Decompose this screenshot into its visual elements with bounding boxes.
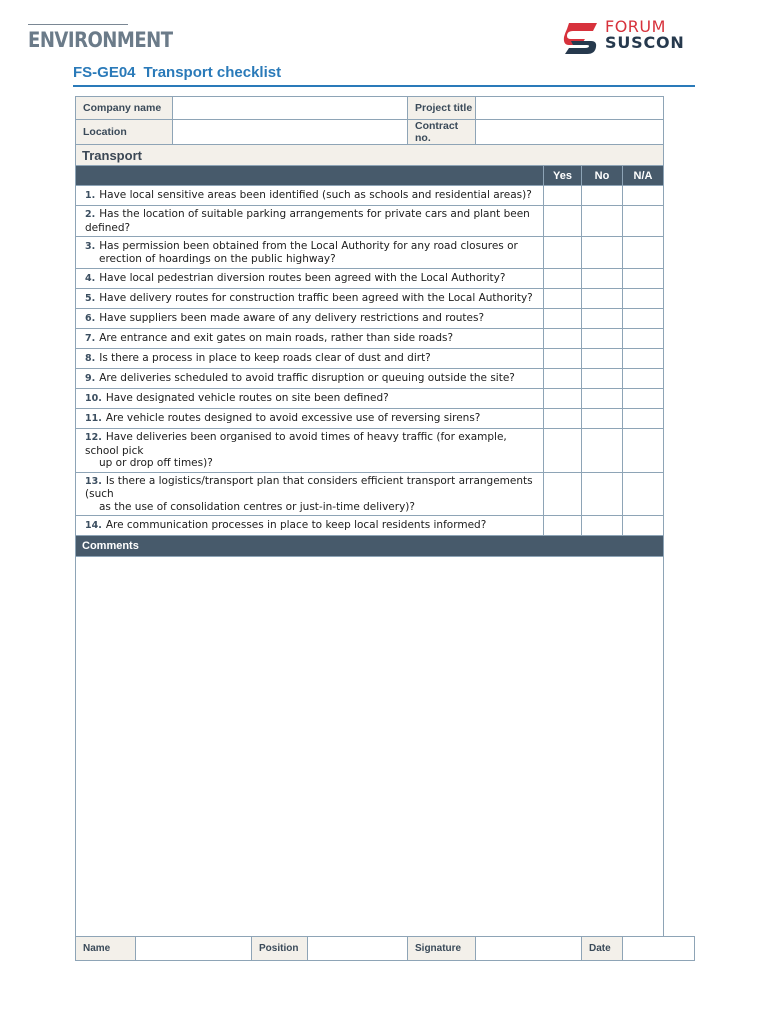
signature-row: [76, 937, 695, 961]
company-name-label: Company name: [76, 97, 173, 120]
na-checkbox[interactable]: [623, 516, 664, 536]
question-number: 3.: [85, 240, 96, 252]
no-column-header: No: [582, 166, 623, 186]
yes-checkbox[interactable]: [544, 389, 582, 409]
question-number: 12.: [85, 432, 102, 443]
question-label: Have local sensitive areas been identified (such as schools and residential areas)?: [99, 188, 532, 201]
na-checkbox[interactable]: [623, 389, 664, 409]
question-label: Are deliveries scheduled to avoid traffic disruption or queuing outside the site?: [99, 371, 515, 384]
question-row: [76, 206, 695, 237]
signature-field[interactable]: [476, 937, 582, 961]
yes-checkbox[interactable]: [544, 472, 582, 516]
question-row: [76, 369, 695, 389]
transport-checklist-form: [75, 96, 695, 961]
yes-checkbox[interactable]: [544, 186, 582, 206]
no-checkbox[interactable]: [582, 206, 623, 237]
question-label-continued: erection of hoardings on the public highway?: [99, 253, 336, 265]
no-checkbox[interactable]: [582, 369, 623, 389]
comments-label: Comments: [76, 536, 664, 557]
signature-label: Signature: [408, 937, 476, 961]
question-label-continued: up or drop off times)?: [99, 457, 213, 469]
question-row: [76, 516, 695, 536]
yes-checkbox[interactable]: [544, 309, 582, 329]
yes-column-header: Yes: [544, 166, 582, 186]
question-row: [76, 237, 695, 269]
question-text: [76, 309, 544, 329]
yes-checkbox[interactable]: [544, 206, 582, 237]
no-checkbox[interactable]: [582, 516, 623, 536]
na-checkbox[interactable]: [623, 206, 664, 237]
yes-checkbox[interactable]: [544, 269, 582, 289]
question-row: [76, 269, 695, 289]
question-label: Have designated vehicle routes on site been defined?: [105, 391, 389, 404]
no-checkbox[interactable]: [582, 186, 623, 206]
page-title: [73, 64, 281, 81]
yes-checkbox[interactable]: [544, 289, 582, 309]
na-checkbox[interactable]: [623, 329, 664, 349]
na-checkbox[interactable]: [623, 369, 664, 389]
comments-textarea[interactable]: [76, 557, 664, 937]
na-checkbox[interactable]: [623, 289, 664, 309]
question-label: Is there a logistics/transport plan that considers efficient transport arrangements (such: [85, 474, 533, 500]
question-number: 14.: [85, 519, 102, 531]
no-checkbox[interactable]: [582, 472, 623, 516]
question-row: [76, 429, 695, 473]
position-field[interactable]: [308, 937, 408, 961]
info-row-2: [76, 120, 695, 145]
project-title-label: Project title: [408, 97, 476, 120]
question-text: [76, 369, 544, 389]
contract-no-field[interactable]: [476, 120, 664, 145]
question-text: [76, 472, 544, 516]
environment-header: [28, 24, 196, 52]
question-label: Is there a process in place to keep roads clear of dust and dirt?: [99, 351, 431, 364]
question-number: 9.: [85, 372, 96, 384]
question-number: 13.: [85, 475, 102, 487]
question-number: 11.: [85, 412, 102, 424]
question-label: Has permission been obtained from the Local Authority for any road closures or: [99, 239, 518, 252]
question-label: Have suppliers been made aware of any delivery restrictions and routes?: [99, 311, 485, 324]
forum-suscon-logo: [563, 17, 685, 56]
name-field[interactable]: [136, 937, 252, 961]
section-title: Transport: [76, 145, 664, 166]
document-code: FS-GE04: [73, 64, 136, 81]
project-title-field[interactable]: [476, 97, 664, 120]
question-text: [76, 289, 544, 309]
contract-no-label: Contract no.: [408, 120, 476, 145]
comments-row: [76, 557, 695, 937]
section-header-row: [76, 145, 695, 166]
question-number: 5.: [85, 292, 96, 304]
question-text: [76, 329, 544, 349]
question-text: [76, 237, 544, 269]
question-label: Are entrance and exit gates on main roads, rather than side roads?: [99, 331, 454, 344]
no-checkbox[interactable]: [582, 329, 623, 349]
na-checkbox[interactable]: [623, 237, 664, 269]
question-label: Have delivery routes for construction traffic been agreed with the Local Authority?: [99, 291, 533, 304]
date-field[interactable]: [623, 937, 695, 961]
company-name-field[interactable]: [173, 97, 408, 120]
na-checkbox[interactable]: [623, 186, 664, 206]
column-header-row: [76, 166, 695, 186]
yes-checkbox[interactable]: [544, 237, 582, 269]
yes-checkbox[interactable]: [544, 409, 582, 429]
question-label: Are communication processes in place to keep local residents informed?: [105, 518, 487, 531]
question-number: 10.: [85, 392, 102, 404]
yes-checkbox[interactable]: [544, 429, 582, 473]
no-checkbox[interactable]: [582, 269, 623, 289]
question-number: 4.: [85, 272, 96, 284]
question-row: [76, 389, 695, 409]
na-checkbox[interactable]: [623, 269, 664, 289]
forum-suscon-logo-icon: [563, 21, 599, 55]
logo-forum-text: FORUM: [605, 17, 666, 36]
question-number: 7.: [85, 332, 96, 344]
question-text: [76, 269, 544, 289]
na-checkbox[interactable]: [623, 429, 664, 473]
title-underline: [73, 85, 695, 87]
question-text: [76, 186, 544, 206]
na-checkbox[interactable]: [623, 349, 664, 369]
question-row: [76, 289, 695, 309]
question-label: Have deliveries been organised to avoid times of heavy traffic (for example, school pick: [85, 431, 507, 457]
question-text: [76, 389, 544, 409]
question-row: [76, 472, 695, 516]
question-text: [76, 409, 544, 429]
location-field[interactable]: [173, 120, 408, 145]
question-text: [76, 429, 544, 473]
location-label: Location: [76, 120, 173, 145]
yes-checkbox[interactable]: [544, 349, 582, 369]
header-rule: [28, 24, 128, 25]
info-row-1: [76, 97, 695, 120]
name-label: Name: [76, 937, 136, 961]
yes-checkbox[interactable]: [544, 369, 582, 389]
no-checkbox[interactable]: [582, 389, 623, 409]
question-label-continued: as the use of consolidation centres or just-in-time delivery)?: [99, 500, 415, 513]
position-label: Position: [252, 937, 308, 961]
question-row: [76, 349, 695, 369]
na-column-header: N/A: [623, 166, 664, 186]
question-label: Has the location of suitable parking arrangements for private cars and plant been: [99, 208, 530, 220]
comments-header-row: [76, 536, 695, 557]
date-label: Date: [582, 937, 623, 961]
question-number: 1.: [85, 189, 96, 201]
question-row: [76, 186, 695, 206]
question-row: [76, 309, 695, 329]
na-checkbox[interactable]: [623, 409, 664, 429]
document-name: Transport checklist: [143, 64, 282, 81]
question-text: [76, 516, 544, 536]
no-checkbox[interactable]: [582, 429, 623, 473]
question-text: [76, 349, 544, 369]
no-checkbox[interactable]: [582, 289, 623, 309]
question-number: 8.: [85, 352, 96, 364]
question-column-header: [76, 166, 544, 186]
question-text: [76, 206, 544, 237]
environment-label: ENVIRONMENT: [28, 28, 173, 52]
yes-checkbox[interactable]: [544, 516, 582, 536]
no-checkbox[interactable]: [582, 409, 623, 429]
question-label-continued: defined?: [85, 221, 131, 234]
question-label: Have local pedestrian diversion routes been agreed with the Local Authority?: [99, 271, 506, 284]
question-label: Are vehicle routes designed to avoid excessive use of reversing sirens?: [105, 411, 481, 424]
question-number: 6.: [85, 312, 96, 324]
na-checkbox[interactable]: [623, 472, 664, 516]
logo-suscon-text: SUSCON: [605, 33, 685, 52]
question-number: 2.: [85, 209, 96, 220]
question-row: [76, 409, 695, 429]
no-checkbox[interactable]: [582, 237, 623, 269]
no-checkbox[interactable]: [582, 309, 623, 329]
na-checkbox[interactable]: [623, 309, 664, 329]
no-checkbox[interactable]: [582, 349, 623, 369]
yes-checkbox[interactable]: [544, 329, 582, 349]
question-row: [76, 329, 695, 349]
